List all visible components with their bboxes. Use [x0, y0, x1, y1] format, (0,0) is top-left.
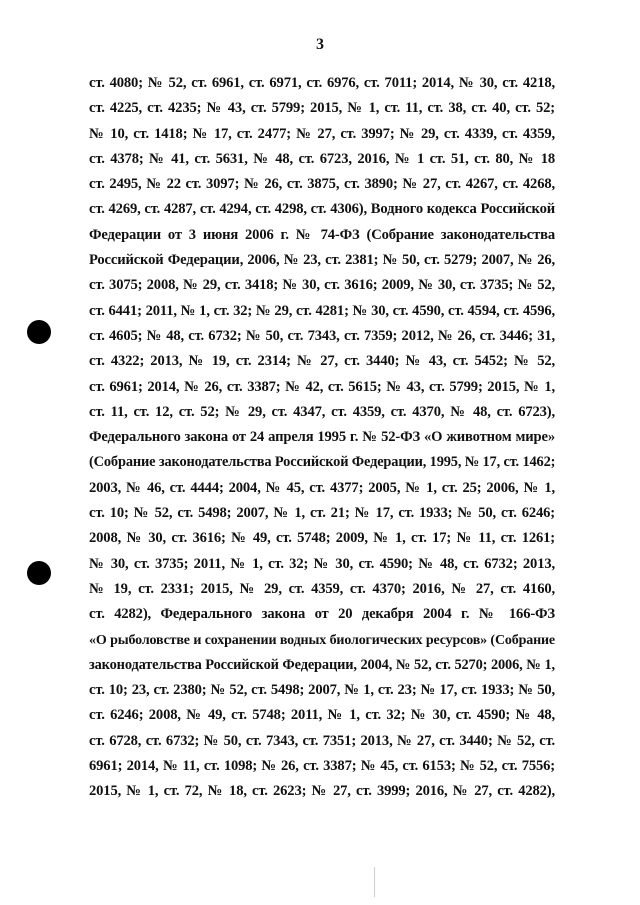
text-line: ст. 10; № 52, ст. 5498; 2007, № 1, ст. 21; № 17, ст. 1933; № 50, ст. 6246; — [89, 505, 555, 522]
text-line: ст. 6441; 2011, № 1, ст. 32; № 29, ст. 4281; № 30, ст. 4590, ст. 4594, ст. 4596, — [89, 302, 555, 319]
punch-hole-top — [27, 320, 51, 344]
text-line: 2008, № 30, ст. 3616; № 49, ст. 5748; 2009, № 1, ст. 17; № 11, ст. 1261; — [89, 530, 555, 547]
text-line: ст. 2495, № 22 ст. 3097; № 26, ст. 3875, ст. 3890; № 27, ст. 4267, ст. 4268, — [89, 176, 555, 193]
text-line: 2003, № 46, ст. 4444; 2004, № 45, ст. 4377; 2005, № 1, ст. 25; 2006, № 1, — [89, 479, 555, 496]
text-line: Российской Федерации, 2006, № 23, ст. 2381; № 50, ст. 5279; 2007, № 26, — [89, 252, 555, 269]
text-line: 6961; 2014, № 11, ст. 1098; № 26, ст. 3387; № 45, ст. 6153; № 52, ст. 7556; — [89, 758, 555, 775]
text-line: ст. 4378; № 41, ст. 5631, № 48, ст. 6723, 2016, № 1 ст. 51, ст. 80, № 18 — [89, 150, 555, 167]
text-line: № 10, ст. 1418; № 17, ст. 2477; № 27, ст. 3997; № 29, ст. 4339, ст. 4359, — [89, 125, 555, 142]
text-line: ст. 4225, ст. 4235; № 43, ст. 5799; 2015, № 1, ст. 11, ст. 38, ст. 40, ст. 52; — [89, 100, 555, 117]
text-line: ст. 4269, ст. 4287, ст. 4294, ст. 4298, ст. 4306), Водного кодекса Российской — [89, 201, 555, 218]
text-line: ст. 4282), Федерального закона от 20 декабря 2004 г. № 166-ФЗ — [89, 606, 555, 623]
text-line: № 19, ст. 2331; 2015, № 29, ст. 4359, ст. 4370; 2016, № 27, ст. 4160, — [89, 580, 555, 597]
text-line: ст. 6961; 2014, № 26, ст. 3387; № 42, ст. 5615; № 43, ст. 5799; 2015, № 1, — [89, 378, 555, 395]
text-line: Федерального закона от 24 апреля 1995 г. № 52-ФЗ «О животном мире» — [89, 429, 555, 446]
text-line: ст. 4322; 2013, № 19, ст. 2314; № 27, ст. 3440; № 43, ст. 5452; № 52, — [89, 353, 555, 370]
text-line: 2015, № 1, ст. 72, № 18, ст. 2623; № 27, ст. 3999; 2016, № 27, ст. 4282), — [89, 783, 555, 800]
text-line: ст. 6728, ст. 6732; № 50, ст. 7343, ст. 7351; 2013, № 27, ст. 3440; № 52, ст. — [89, 732, 555, 749]
page-number: 3 — [316, 36, 324, 53]
text-line: ст. 11, ст. 12, ст. 52; № 29, ст. 4347, ст. 4359, ст. 4370, № 48, ст. 6723), — [89, 403, 555, 420]
scan-artifact — [374, 867, 375, 897]
body-text — [89, 71, 555, 805]
text-line: «О рыболовстве и сохранении водных биологических ресурсов» (Собрание — [89, 632, 555, 648]
text-line: Федерации от 3 июня 2006 г. № 74-ФЗ (Собрание законодательства — [89, 226, 555, 243]
text-line: ст. 10; 23, ст. 2380; № 52, ст. 5498; 2007, № 1, ст. 23; № 17, ст. 1933; № 50, — [89, 682, 555, 699]
text-line: № 30, ст. 3735; 2011, № 1, ст. 32; № 30, ст. 4590; № 48, ст. 6732; 2013, — [89, 555, 555, 572]
text-line: ст. 6246; 2008, № 49, ст. 5748; 2011, № 1, ст. 32; № 30, ст. 4590; № 48, — [89, 707, 555, 724]
punch-hole-bottom — [27, 561, 51, 585]
text-line: ст. 4605; № 48, ст. 6732; № 50, ст. 7343, ст. 7359; 2012, № 26, ст. 3446; 31, — [89, 327, 555, 344]
text-line: ст. 3075; 2008, № 29, ст. 3418; № 30, ст. 3616; 2009, № 30, ст. 3735; № 52, — [89, 277, 555, 294]
text-line: (Собрание законодательства Российской Федерации, 1995, № 17, ст. 1462; — [89, 454, 556, 471]
text-line: ст. 4080; № 52, ст. 6961, ст. 6971, ст. 6976, ст. 7011; 2014, № 30, ст. 4218, — [89, 75, 555, 91]
text-line: законодательства Российской Федерации, 2004, № 52, ст. 5270; 2006, № 1, — [89, 656, 555, 673]
